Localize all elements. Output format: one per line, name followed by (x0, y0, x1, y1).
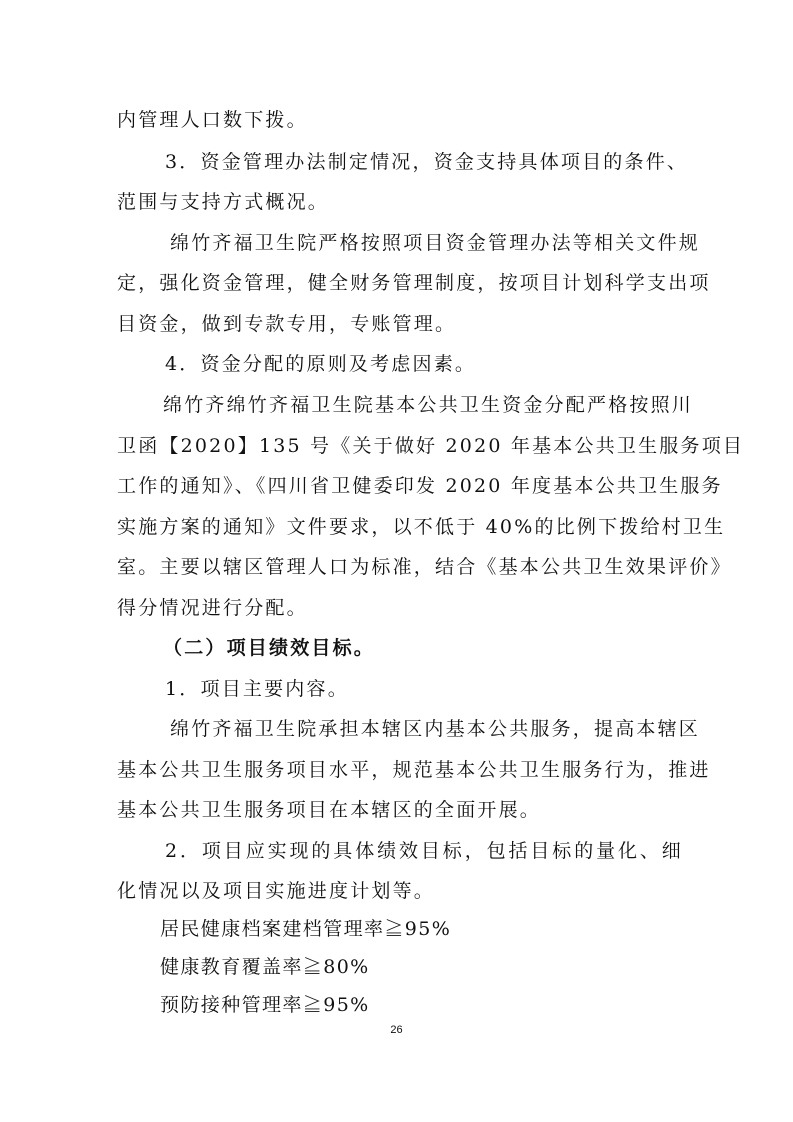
text-line-2: 3．资金管理办法制定情况，资金支持具体项目的条件、 (165, 151, 689, 173)
text-line-13: 得分情况进行分配。 (117, 597, 308, 619)
text-line-10: 工作的通知》、《四川省卫健委印发 2020 年度基本公共卫生服务 (117, 475, 723, 497)
metric-line-3: 预防接种管理率≧95% (160, 994, 370, 1016)
text-line-16: 绵竹齐福卫生院承担本辖区内基本公共服务，提高本辖区 (170, 718, 701, 740)
text-line-5: 定，强化资金管理，健全财务管理制度，按项目计划科学支出项 (117, 272, 711, 294)
text-line-12: 室。主要以辖区管理人口为标准，结合《基本公共卫生效果评价》 (117, 556, 732, 578)
metric-line-1: 居民健康档案建档管理率≧95% (160, 918, 452, 940)
text-line-9: 卫函【2020】135 号《关于做好 2020 年基本公共卫生服务项目 (117, 435, 745, 457)
text-line-17: 基本公共卫生服务项目水平，规范基本公共卫生服务行为，推进 (117, 759, 711, 781)
text-line-8: 绵竹齐绵竹齐福卫生院基本公共卫生资金分配严格按照川 (163, 394, 694, 416)
page-number: 26 (390, 1024, 403, 1036)
section-heading: （二）项目绩效目标。 (163, 637, 376, 659)
text-line-19: 2．项目应实现的具体绩效目标，包括目标的量化、细 (165, 840, 683, 862)
text-line-11: 实施方案的通知》文件要求，以不低于 40%的比例下拨给村卫生 (117, 516, 726, 538)
text-line-20: 化情况以及项目实施进度计划等。 (117, 880, 436, 902)
text-line-3: 范围与支持方式概况。 (117, 191, 330, 213)
text-line-4: 绵竹齐福卫生院严格按照项目资金管理办法等相关文件规 (170, 232, 701, 254)
text-line-15: 1．项目主要内容。 (165, 678, 349, 700)
text-line-1: 内管理人口数下拨。 (117, 109, 308, 131)
text-line-7: 4．资金分配的原则及考虑因素。 (165, 353, 477, 375)
metric-line-2: 健康教育覆盖率≧80% (160, 956, 370, 978)
text-line-18: 基本公共卫生服务项目在本辖区的全面开展。 (117, 799, 542, 821)
text-line-6: 目资金，做到专款专用，专账管理。 (117, 313, 457, 335)
